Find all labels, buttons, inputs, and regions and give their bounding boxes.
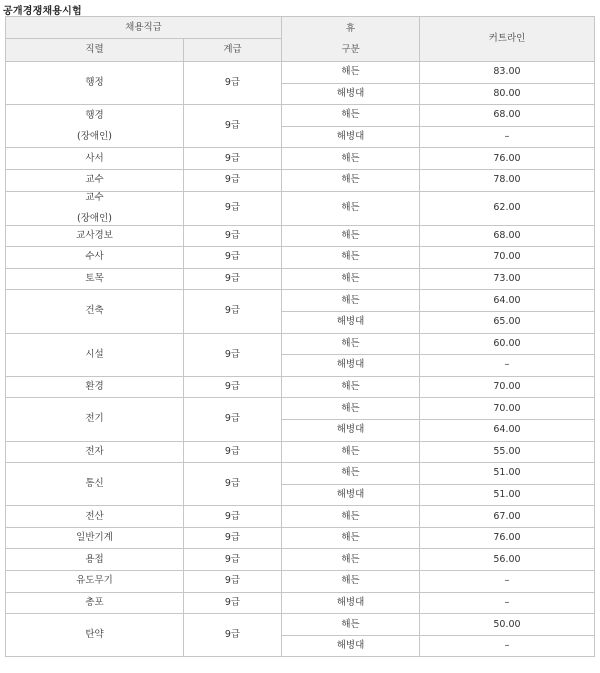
position-cell [6, 225, 184, 247]
position-name: 건축 [85, 305, 104, 317]
position-name: 전기 [85, 413, 104, 425]
type-cell: 해병대 [282, 592, 420, 614]
grade-cell: 9급 [184, 191, 282, 225]
type-cell: 해병대 [282, 635, 420, 657]
cutline-cell: 76.00 [420, 148, 595, 170]
table-row [6, 148, 595, 170]
position-cell [6, 506, 184, 528]
cutline-cell: – [420, 355, 595, 377]
position-cell [6, 169, 184, 191]
table-row [6, 62, 595, 84]
type-cell: 해병대 [282, 126, 420, 148]
table-row [6, 105, 595, 127]
position-cell [6, 398, 184, 441]
type-cell: 해든 [282, 169, 420, 191]
grade-cell: 9급 [184, 549, 282, 571]
table-row [6, 614, 595, 636]
type-cell: 해든 [282, 290, 420, 312]
type-cell: 해든 [282, 527, 420, 549]
position-name: 교사경보 [76, 229, 113, 241]
position-name: 시설 [85, 348, 104, 360]
position-cell [6, 549, 184, 571]
position-name: 수사 [85, 251, 104, 263]
table-row [6, 247, 595, 269]
type-cell: 해든 [282, 463, 420, 485]
type-cell: 해든 [282, 268, 420, 290]
position-cell [6, 333, 184, 376]
header-grade: 계급 [184, 39, 282, 62]
cutline-cell: 64.00 [420, 419, 595, 441]
position-name: 행경 [85, 109, 104, 121]
page-title: 공개경쟁채용시험 [3, 6, 82, 17]
cutline-cell: – [420, 126, 595, 148]
grade-cell: 9급 [184, 592, 282, 614]
position-cell [6, 441, 184, 463]
type-cell: 해병대 [282, 484, 420, 506]
grade-cell: 9급 [184, 398, 282, 441]
position-cell [6, 247, 184, 269]
table-header [6, 17, 595, 62]
table-row [6, 549, 595, 571]
type-cell: 해든 [282, 398, 420, 420]
cutline-table [5, 16, 595, 657]
cutline-cell: – [420, 592, 595, 614]
table-body [6, 62, 595, 657]
table-row [6, 376, 595, 398]
type-cell: 해든 [282, 191, 420, 225]
cutline-cell: 60.00 [420, 333, 595, 355]
type-cell: 해든 [282, 441, 420, 463]
position-cell [6, 268, 184, 290]
type-cell: 해든 [282, 549, 420, 571]
cutline-cell: 55.00 [420, 441, 595, 463]
position-name: 행정 [85, 77, 104, 89]
type-cell: 해든 [282, 62, 420, 84]
position-name: 교수 [85, 191, 104, 203]
cutline-cell: 83.00 [420, 62, 595, 84]
position-note: (장애인) [77, 212, 112, 224]
position-name: 토목 [85, 273, 104, 285]
grade-cell: 9급 [184, 62, 282, 105]
position-name: 환경 [85, 381, 104, 393]
table-row [6, 225, 595, 247]
cutline-cell: 56.00 [420, 549, 595, 571]
grade-cell: 9급 [184, 148, 282, 170]
type-cell: 해든 [282, 506, 420, 528]
cutline-cell: – [420, 635, 595, 657]
header-position: 직렬 [6, 39, 184, 62]
cutline-cell: 65.00 [420, 311, 595, 333]
position-cell [6, 191, 184, 225]
cutline-cell: 50.00 [420, 614, 595, 636]
position-name: 탄약 [85, 629, 104, 641]
cutline-cell: 80.00 [420, 83, 595, 105]
grade-cell: 9급 [184, 614, 282, 657]
grade-cell: 9급 [184, 463, 282, 506]
type-cell: 해병대 [282, 355, 420, 377]
table-row [6, 571, 595, 593]
table-row [6, 463, 595, 485]
cutline-cell: 67.00 [420, 506, 595, 528]
type-cell: 해병대 [282, 311, 420, 333]
position-cell [6, 571, 184, 593]
grade-cell: 9급 [184, 441, 282, 463]
grade-cell: 9급 [184, 268, 282, 290]
type-cell: 해든 [282, 571, 420, 593]
type-cell: 해든 [282, 376, 420, 398]
header-type-top: 휴 [345, 22, 356, 34]
type-cell: 해든 [282, 614, 420, 636]
type-cell: 해든 [282, 105, 420, 127]
cutline-cell: 68.00 [420, 225, 595, 247]
cutline-cell: 62.00 [420, 191, 595, 225]
grade-cell: 9급 [184, 376, 282, 398]
type-cell: 해든 [282, 225, 420, 247]
cutline-cell: 78.00 [420, 169, 595, 191]
type-cell: 해병대 [282, 83, 420, 105]
table-row [6, 333, 595, 355]
position-cell [6, 290, 184, 333]
table-row [6, 592, 595, 614]
position-name: 총포 [85, 596, 104, 608]
grade-cell: 9급 [184, 105, 282, 148]
cutline-cell: 51.00 [420, 484, 595, 506]
type-cell: 해든 [282, 333, 420, 355]
grade-cell: 9급 [184, 571, 282, 593]
grade-cell: 9급 [184, 333, 282, 376]
position-cell [6, 592, 184, 614]
position-cell [6, 463, 184, 506]
grade-cell: 9급 [184, 527, 282, 549]
position-name: 일반기계 [76, 532, 113, 544]
cutline-cell: – [420, 571, 595, 593]
grade-cell: 9급 [184, 290, 282, 333]
position-name: 용접 [85, 553, 104, 565]
cutline-cell: 73.00 [420, 268, 595, 290]
position-cell [6, 105, 184, 148]
position-cell [6, 614, 184, 657]
cutline-cell: 70.00 [420, 398, 595, 420]
header-type [282, 17, 420, 62]
position-name: 전자 [85, 445, 104, 457]
grade-cell: 9급 [184, 225, 282, 247]
position-name: 유도무기 [76, 575, 113, 587]
position-name: 전산 [85, 510, 104, 522]
grade-cell: 9급 [184, 506, 282, 528]
header-cutline: 커트라인 [420, 17, 595, 62]
table-row [6, 506, 595, 528]
cutline-cell: 70.00 [420, 376, 595, 398]
grade-cell: 9급 [184, 247, 282, 269]
position-cell [6, 376, 184, 398]
position-name: 통신 [85, 478, 104, 490]
table-row [6, 191, 595, 225]
table-row [6, 527, 595, 549]
cutline-cell: 76.00 [420, 527, 595, 549]
type-cell: 해병대 [282, 419, 420, 441]
table-row [6, 398, 595, 420]
cutline-cell: 51.00 [420, 463, 595, 485]
position-cell [6, 527, 184, 549]
position-name: 교수 [85, 174, 104, 186]
table-row [6, 169, 595, 191]
position-name: 사서 [85, 152, 104, 164]
position-cell [6, 148, 184, 170]
position-cell [6, 62, 184, 105]
position-note: (장애인) [77, 130, 112, 142]
grade-cell: 9급 [184, 169, 282, 191]
cutline-cell: 70.00 [420, 247, 595, 269]
table-row [6, 441, 595, 463]
type-cell: 해든 [282, 247, 420, 269]
type-cell: 해든 [282, 148, 420, 170]
header-group: 채용직급 [6, 17, 282, 39]
header-type-label: 구분 [341, 43, 360, 55]
table-row [6, 268, 595, 290]
cutline-cell: 68.00 [420, 105, 595, 127]
cutline-cell: 64.00 [420, 290, 595, 312]
table-row [6, 290, 595, 312]
